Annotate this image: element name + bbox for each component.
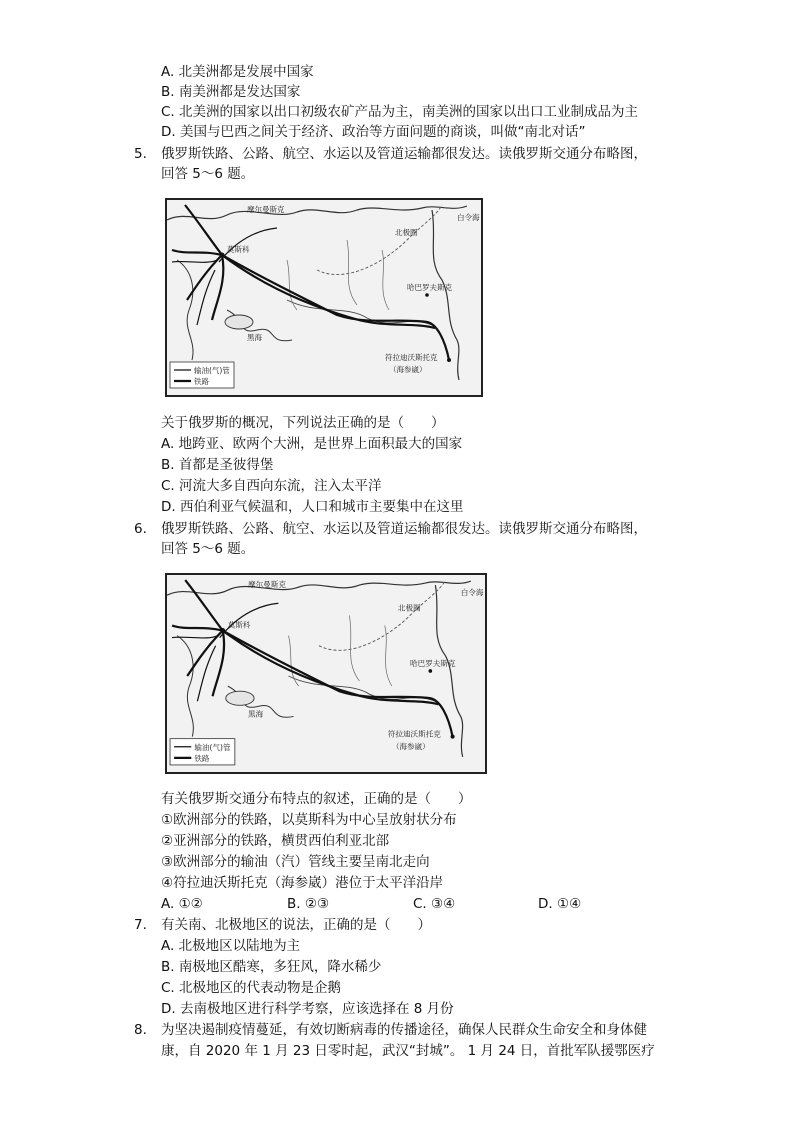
label-moscow: 莫斯科 bbox=[227, 245, 250, 254]
q5-question: 关于俄罗斯的概况，下列说法正确的是（ ） bbox=[161, 415, 445, 431]
label-vladivostok: 符拉迪沃斯托克 bbox=[387, 729, 441, 739]
russia-transport-map-1 bbox=[165, 198, 483, 397]
q5-option-c: C. 河流大多自西向东流，注入太平洋 bbox=[161, 478, 382, 494]
q8-line1: 为坚决遏制疫情蔓延，有效切断病毒的传播途径，确保人民群众生命安全和身体健 bbox=[161, 1022, 647, 1038]
label-arctic-circle: 北极圈 bbox=[395, 228, 418, 237]
q7-option-b: B. 南极地区酷寒，多狂风，降水稀少 bbox=[161, 959, 382, 975]
q6-choice-d: D. ①④ bbox=[538, 896, 582, 912]
q6-question: 有关俄罗斯交通分布特点的叙述，正确的是（ ） bbox=[161, 791, 472, 807]
label-black-sea: 黑海 bbox=[247, 333, 262, 342]
russia-transport-map-2 bbox=[165, 573, 487, 774]
label-bering: 白令海 bbox=[460, 588, 484, 598]
q8-number: 8. bbox=[134, 1022, 147, 1038]
label-murmansk: 摩尔曼斯克 bbox=[247, 205, 285, 214]
label-khabarovsk: 哈巴罗夫斯克 bbox=[410, 658, 456, 668]
q7-option-a: A. 北极地区以陆地为主 bbox=[161, 938, 301, 954]
label-black-sea: 黑海 bbox=[248, 709, 264, 719]
q6-stem-line1: 俄罗斯铁路、公路、航空、水运以及管道运输都很发达。读俄罗斯交通分布略图， bbox=[161, 521, 647, 537]
q6-stem-line2: 回答 5～6 题。 bbox=[161, 541, 255, 557]
legend-railway: 铁路 bbox=[194, 377, 209, 386]
label-moscow: 莫斯科 bbox=[227, 620, 251, 630]
q7-option-d: D. 去南极地区进行科学考察，应该选择在 8 月份 bbox=[161, 1001, 454, 1017]
label-vladivostok-alt: （海参崴） bbox=[391, 741, 430, 751]
q5-option-d: D. 西伯利亚气候温和，人口和城市主要集中在这里 bbox=[161, 499, 464, 515]
q6-choice-a: A. ①② bbox=[161, 896, 203, 912]
q4-option-d: D. 美国与巴西之间关于经济、政治等方面问题的商谈，叫做“南北对话” bbox=[161, 124, 586, 140]
q7-question: 有关南、北极地区的说法，正确的是（ ） bbox=[161, 917, 431, 933]
label-vladivostok-alt: （海参崴） bbox=[389, 365, 427, 374]
map-graphic bbox=[167, 200, 481, 395]
q8-line2: 康，自 2020 年 1 月 23 日零时起，武汉“封城”。 1 月 24 日，首批军队援鄂医疗 bbox=[161, 1043, 655, 1059]
label-bering: 白令海 bbox=[457, 213, 480, 222]
label-khabarovsk: 哈巴罗夫斯克 bbox=[407, 283, 452, 292]
legend-pipeline: 输油(气)管 bbox=[194, 742, 231, 752]
q6-statement-1: ①欧洲部分的铁路，以莫斯科为中心呈放射状分布 bbox=[161, 812, 457, 828]
q4-option-c: C. 北美洲的国家以出口初级农矿产品为主，南美洲的国家以出口工业制成品为主 bbox=[161, 104, 639, 120]
legend-pipeline: 输油(气)管 bbox=[194, 366, 230, 375]
q5-stem-line2: 回答 5～6 题。 bbox=[161, 166, 255, 182]
q6-choice-c: C. ③④ bbox=[413, 896, 456, 912]
q7-number: 7. bbox=[134, 917, 147, 933]
label-murmansk: 摩尔曼斯克 bbox=[248, 580, 286, 590]
q6-choice-b: B. ②③ bbox=[287, 896, 330, 912]
q4-option-a: A. 北美洲都是发展中国家 bbox=[161, 64, 314, 80]
q5-number: 5. bbox=[134, 146, 147, 162]
q7-option-c: C. 北极地区的代表动物是企鹅 bbox=[161, 980, 342, 996]
q5-option-a: A. 地跨亚、欧两个大洲，是世界上面积最大的国家 bbox=[161, 436, 463, 452]
q5-option-b: B. 首都是圣彼得堡 bbox=[161, 457, 274, 473]
q6-number: 6. bbox=[134, 521, 147, 537]
q5-stem-line1: 俄罗斯铁路、公路、航空、水运以及管道运输都很发达。读俄罗斯交通分布略图， bbox=[161, 146, 647, 162]
map-graphic bbox=[167, 575, 485, 772]
label-arctic-circle: 北极圈 bbox=[397, 603, 421, 613]
q6-statement-2: ②亚洲部分的铁路，横贯西伯利亚北部 bbox=[161, 833, 390, 849]
q6-statement-3: ③欧洲部分的输油（汽）管线主要呈南北走向 bbox=[161, 854, 430, 870]
q4-option-b: B. 南美洲都是发达国家 bbox=[161, 84, 301, 100]
legend-railway: 铁路 bbox=[194, 753, 210, 763]
label-vladivostok: 符拉迪沃斯托克 bbox=[385, 353, 438, 362]
q6-statement-4: ④符拉迪沃斯托克（海参崴）港位于太平洋沿岸 bbox=[161, 875, 444, 891]
